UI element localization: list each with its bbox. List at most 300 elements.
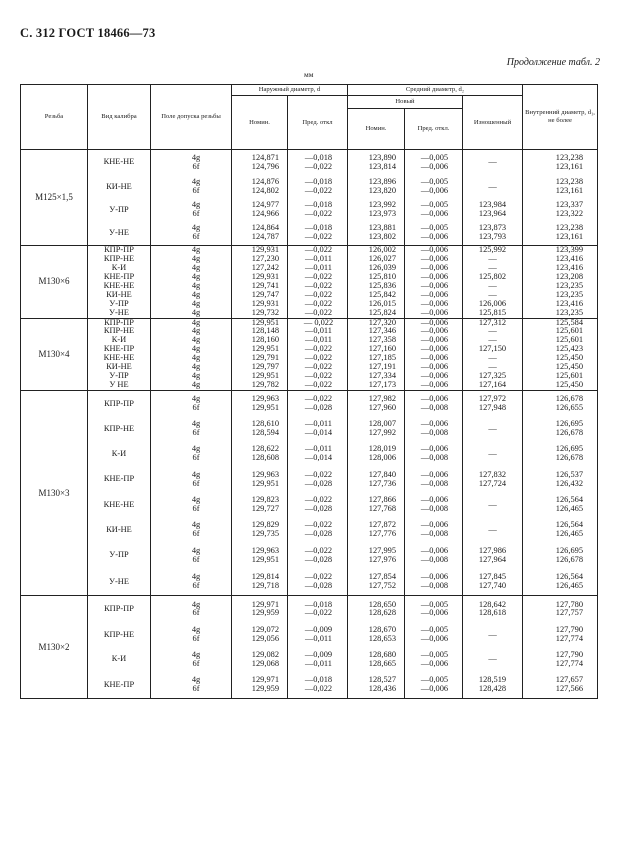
outer-nominal-cell xyxy=(232,417,288,442)
outer-nominal-value: 124,787 xyxy=(251,232,279,242)
gauge-type-label: КНЕ-ПР xyxy=(103,344,135,354)
mean-deviation-value: —0,006 xyxy=(420,298,449,308)
outer-nominal-cell xyxy=(232,569,288,596)
outer-deviation-cell xyxy=(288,442,348,467)
outer-deviation-value: —0,014 xyxy=(304,453,333,463)
worn-mean-value: 123,964 xyxy=(478,209,507,218)
gauge-dimensions-table xyxy=(20,84,598,699)
gauge-type-cell xyxy=(88,150,151,176)
inner-diameter-value: 125,450 xyxy=(555,380,584,390)
tolerance-field-cell xyxy=(151,543,232,569)
tolerance-field-value: 6f xyxy=(192,683,200,693)
tolerance-field-value: 4g xyxy=(191,317,201,327)
worn-mean-value: 127,948 xyxy=(478,402,507,412)
outer-nominal-cell xyxy=(232,672,288,699)
mean-nominal-value: 123,820 xyxy=(368,186,396,195)
mean-deviation-value: —0,006 xyxy=(420,658,449,668)
inner-diameter-cell xyxy=(523,569,598,596)
mean-deviation-value: —0,006 xyxy=(420,683,449,693)
table-row xyxy=(21,623,598,648)
tolerance-field-cell xyxy=(151,493,232,518)
worn-mean-value: 127,724 xyxy=(478,478,507,488)
table-row xyxy=(21,417,598,442)
outer-nominal-value: 127,230 xyxy=(251,253,279,263)
col-gauge-header: Вид калибра xyxy=(88,85,151,150)
outer-nominal-value: 129,963 xyxy=(251,545,279,555)
inner-diameter-value: 126,678 xyxy=(555,453,584,463)
gauge-type-label: У НЕ xyxy=(109,380,129,390)
mean-nominal-value: 123,896 xyxy=(368,177,396,187)
col-mean-nominal-header: Номин. xyxy=(348,109,405,150)
inner-diameter-value: 123,208 xyxy=(555,271,584,281)
col-outer-diameter-header: Наружный диаметр, d xyxy=(232,85,348,96)
thread-group xyxy=(21,318,598,391)
worn-mean-cell xyxy=(463,150,523,176)
worn-mean-value: 127,325 xyxy=(478,371,507,381)
worn-mean-value: 127,972 xyxy=(478,394,507,404)
inner-diameter-value: 126,678 xyxy=(555,394,584,404)
outer-nominal-cell xyxy=(232,518,288,543)
tolerance-field-value: 6f xyxy=(192,402,200,412)
worn-mean-value: 128,428 xyxy=(478,683,507,693)
inner-diameter-cell xyxy=(523,199,598,222)
inner-diameter-value: 125,450 xyxy=(555,353,584,363)
gauge-type-cell xyxy=(88,222,151,246)
tolerance-field-value: 4g xyxy=(191,307,201,317)
mean-nominal-cell xyxy=(348,309,405,318)
tolerance-field-value: 6f xyxy=(192,529,200,539)
mean-deviation-value: —0,008 xyxy=(420,504,449,514)
worn-mean-value: — xyxy=(488,448,497,458)
thread-group xyxy=(21,246,598,319)
mean-nominal-value: 128,007 xyxy=(368,419,396,429)
mean-deviation-value: —0,008 xyxy=(420,529,449,539)
col-tolerance-header: Поле допуска резьбы xyxy=(151,85,232,150)
mean-deviation-cell xyxy=(405,569,463,596)
tolerance-field-value: 4g xyxy=(191,469,201,479)
outer-nominal-value: 129,963 xyxy=(251,394,279,404)
mean-deviation-value: —0,008 xyxy=(420,402,449,412)
mean-nominal-value: 127,334 xyxy=(368,371,396,381)
mean-nominal-cell xyxy=(348,417,405,442)
mean-deviation-value: —0,005 xyxy=(420,599,449,609)
outer-nominal-value: 129,823 xyxy=(251,495,279,505)
worn-mean-value: — xyxy=(488,499,497,509)
tolerance-field-cell xyxy=(151,336,232,345)
mean-nominal-value: 127,358 xyxy=(368,335,396,345)
mean-nominal-value: 127,173 xyxy=(368,380,396,390)
mean-nominal-value: 125,824 xyxy=(368,307,396,317)
outer-nominal-value: 129,931 xyxy=(251,298,279,308)
tolerance-field-cell xyxy=(151,345,232,354)
mean-nominal-value: 125,842 xyxy=(368,289,396,299)
inner-diameter-cell xyxy=(523,623,598,648)
mean-deviation-value: —0,006 xyxy=(420,326,449,336)
worn-mean-value: 123,873 xyxy=(478,223,507,233)
inner-diameter-cell xyxy=(523,543,598,569)
outer-nominal-value: 129,951 xyxy=(251,554,279,564)
mean-nominal-value: 128,006 xyxy=(368,453,396,463)
inner-diameter-value: 123,161 xyxy=(555,186,584,195)
mean-nominal-value: 128,680 xyxy=(368,649,396,659)
tolerance-field-value: 4g xyxy=(191,223,201,233)
gauge-type-label: К-И xyxy=(111,654,127,664)
mean-deviation-value: —0,006 xyxy=(420,495,449,505)
inner-diameter-value: 125,601 xyxy=(555,335,584,345)
outer-deviation-value: —0,028 xyxy=(304,478,333,488)
worn-mean-value: — xyxy=(488,289,497,299)
mean-nominal-cell xyxy=(348,222,405,246)
outer-deviation-value: —0,022 xyxy=(304,608,333,618)
outer-nominal-value: 124,871 xyxy=(251,152,279,162)
inner-diameter-value: 123,337 xyxy=(555,200,584,210)
inner-diameter-value: 126,537 xyxy=(555,469,584,479)
mean-deviation-value: —0,006 xyxy=(420,245,449,254)
outer-nominal-value: 124,864 xyxy=(251,223,279,233)
page-header-title: С. 312 ГОСТ 18466—73 xyxy=(20,26,156,40)
inner-diameter-cell xyxy=(523,309,598,318)
outer-nominal-value: 129,931 xyxy=(251,245,279,254)
tolerance-field-value: 4g xyxy=(191,362,201,372)
worn-mean-cell xyxy=(463,199,523,222)
tolerance-field-value: 4g xyxy=(191,262,201,272)
thread-designation: M130×3 xyxy=(21,391,88,596)
table-row xyxy=(21,596,598,623)
mean-deviation-cell xyxy=(405,442,463,467)
mean-deviation-value: —0,006 xyxy=(420,209,449,218)
worn-mean-value: 127,845 xyxy=(478,572,507,582)
outer-nominal-value: 129,735 xyxy=(251,529,279,539)
mean-deviation-cell xyxy=(405,391,463,417)
inner-diameter-value: 125,584 xyxy=(555,317,584,327)
col-mean-deviation-header: Пред. откл. xyxy=(405,109,463,150)
inner-diameter-value: 126,465 xyxy=(555,504,584,514)
mean-deviation-value: —0,006 xyxy=(420,253,449,263)
tolerance-field-value: 4g xyxy=(191,271,201,281)
tolerance-field-value: 4g xyxy=(191,289,201,299)
tolerance-field-value: 4g xyxy=(191,200,201,210)
tolerance-field-value: 6f xyxy=(192,186,200,195)
mean-deviation-value: —0,005 xyxy=(420,152,449,162)
inner-diameter-value: 126,465 xyxy=(555,580,584,590)
inner-diameter-value: 126,695 xyxy=(555,419,584,429)
worn-mean-value: — xyxy=(488,423,497,433)
outer-nominal-value: 129,718 xyxy=(251,580,279,590)
outer-deviation-value: — 0,022 xyxy=(303,317,334,327)
thread-designation: M130×6 xyxy=(21,246,88,319)
gauge-type-cell xyxy=(88,623,151,648)
table-row xyxy=(21,442,598,467)
mean-nominal-value: 123,992 xyxy=(368,200,396,210)
mean-nominal-value: 123,814 xyxy=(368,161,396,171)
worn-mean-value: 127,740 xyxy=(478,580,507,590)
outer-deviation-value: —0,028 xyxy=(304,402,333,412)
inner-diameter-cell xyxy=(523,381,598,390)
mean-deviation-value: —0,005 xyxy=(420,625,449,635)
gauge-type-label: КПР-ПР xyxy=(104,398,134,408)
outer-deviation-value: —0,022 xyxy=(304,232,333,242)
gauge-type-label: У-ПР xyxy=(109,298,129,308)
mean-deviation-value: —0,006 xyxy=(420,353,449,363)
thread-designation: M125×1,5 xyxy=(21,150,88,246)
tolerance-field-value: 4g xyxy=(191,353,201,363)
gauge-type-label: КИ-НЕ xyxy=(106,181,132,191)
inner-diameter-value: 123,235 xyxy=(555,280,584,290)
inner-diameter-value: 126,678 xyxy=(555,428,584,438)
worn-mean-value: 125,815 xyxy=(478,307,507,317)
tolerance-field-cell xyxy=(151,309,232,318)
mean-nominal-value: 123,881 xyxy=(368,223,396,233)
outer-deviation-value: —0,022 xyxy=(304,683,333,693)
outer-nominal-value: 129,791 xyxy=(251,353,279,363)
worn-mean-value: — xyxy=(488,253,497,263)
mean-nominal-value: 128,527 xyxy=(368,675,396,685)
inner-diameter-value: 127,790 xyxy=(555,625,584,635)
outer-deviation-value: —0,028 xyxy=(304,554,333,564)
tolerance-field-cell xyxy=(151,672,232,699)
tolerance-field-value: 4g xyxy=(191,520,201,530)
mean-nominal-value: 127,872 xyxy=(368,520,396,530)
worn-mean-value: — xyxy=(488,326,497,336)
gauge-type-label: У-НЕ xyxy=(109,307,129,317)
outer-nominal-cell xyxy=(232,442,288,467)
table-row xyxy=(21,569,598,596)
gauge-type-label: КИ-НЕ xyxy=(106,362,132,372)
unit-label: мм xyxy=(304,70,314,79)
worn-mean-cell xyxy=(463,222,523,246)
outer-nominal-value: 129,951 xyxy=(251,478,279,488)
mean-nominal-value: 127,776 xyxy=(368,529,396,539)
inner-diameter-value: 123,322 xyxy=(555,209,584,218)
mean-nominal-value: 128,019 xyxy=(368,444,396,454)
outer-deviation-value: —0,022 xyxy=(304,371,333,381)
tolerance-field-value: 6f xyxy=(192,209,200,218)
worn-mean-value: — xyxy=(488,181,497,191)
mean-deviation-value: —0,006 xyxy=(420,344,449,354)
mean-nominal-value: 125,836 xyxy=(368,280,396,290)
gauge-type-label: КНЕ-ПР xyxy=(103,679,135,689)
outer-deviation-value: —0,022 xyxy=(304,380,333,390)
outer-deviation-cell xyxy=(288,417,348,442)
inner-diameter-cell xyxy=(523,176,598,199)
tolerance-field-cell xyxy=(151,391,232,417)
gauge-type-label: КНЕ-НЕ xyxy=(103,353,135,363)
outer-deviation-value: —0,018 xyxy=(304,223,333,233)
tolerance-field-value: 4g xyxy=(191,419,201,429)
mean-nominal-value: 127,866 xyxy=(368,495,396,505)
outer-nominal-value: 129,959 xyxy=(251,683,279,693)
worn-mean-value: — xyxy=(488,362,497,372)
outer-deviation-cell xyxy=(288,222,348,246)
outer-nominal-cell xyxy=(232,467,288,493)
mean-nominal-cell xyxy=(348,176,405,199)
outer-nominal-cell xyxy=(232,391,288,417)
outer-nominal-value: 124,802 xyxy=(251,186,279,195)
outer-deviation-value: —0,018 xyxy=(304,177,333,187)
tolerance-field-cell xyxy=(151,222,232,246)
outer-nominal-value: 124,876 xyxy=(251,177,279,187)
outer-deviation-value: —0,022 xyxy=(304,362,333,372)
mean-deviation-value: —0,005 xyxy=(420,177,449,187)
inner-diameter-value: 126,695 xyxy=(555,545,584,555)
tolerance-field-value: 6f xyxy=(192,478,200,488)
gauge-type-cell xyxy=(88,391,151,417)
outer-nominal-value: 129,747 xyxy=(251,289,279,299)
mean-deviation-value: —0,006 xyxy=(420,608,449,618)
mean-deviation-value: —0,006 xyxy=(420,545,449,555)
outer-deviation-cell xyxy=(288,176,348,199)
tolerance-field-value: 4g xyxy=(191,572,201,582)
gauge-type-label: У-НЕ xyxy=(109,576,129,586)
mean-nominal-value: 128,436 xyxy=(368,683,396,693)
table-row xyxy=(21,648,598,672)
worn-mean-value: 125,802 xyxy=(478,271,507,281)
gauge-type-cell xyxy=(88,417,151,442)
tolerance-field-cell xyxy=(151,648,232,672)
outer-deviation-cell xyxy=(288,623,348,648)
outer-deviation-cell xyxy=(288,596,348,623)
col-outer-nominal-header: Номин. xyxy=(232,96,288,150)
tolerance-field-cell xyxy=(151,264,232,273)
worn-mean-cell xyxy=(463,381,523,390)
outer-deviation-cell xyxy=(288,467,348,493)
tolerance-field-value: 6f xyxy=(192,161,200,171)
table-row xyxy=(21,518,598,543)
gauge-type-cell xyxy=(88,176,151,199)
inner-diameter-value: 123,235 xyxy=(555,289,584,299)
tolerance-field-value: 4g xyxy=(191,444,201,454)
mean-nominal-value: 123,802 xyxy=(368,232,396,242)
inner-diameter-value: 123,238 xyxy=(555,223,584,233)
worn-mean-cell xyxy=(463,648,523,672)
gauge-type-label: КПР-ПР xyxy=(104,604,134,614)
mean-nominal-cell xyxy=(348,569,405,596)
outer-deviation-cell xyxy=(288,150,348,176)
mean-deviation-value: —0,008 xyxy=(420,453,449,463)
outer-nominal-value: 128,160 xyxy=(251,335,279,345)
gauge-type-cell xyxy=(88,569,151,596)
tolerance-field-value: 6f xyxy=(192,554,200,564)
mean-deviation-cell xyxy=(405,309,463,318)
inner-diameter-value: 123,416 xyxy=(555,298,584,308)
outer-deviation-cell xyxy=(288,309,348,318)
outer-nominal-value: 129,959 xyxy=(251,608,279,618)
worn-mean-value: — xyxy=(488,280,497,290)
mean-deviation-value: —0,008 xyxy=(420,478,449,488)
outer-deviation-value: —0,022 xyxy=(304,186,333,195)
mean-nominal-cell xyxy=(348,467,405,493)
outer-deviation-value: —0,022 xyxy=(304,271,333,281)
inner-diameter-value: 126,564 xyxy=(555,495,584,505)
outer-nominal-value: 124,977 xyxy=(251,200,279,210)
mean-deviation-cell xyxy=(405,623,463,648)
outer-nominal-value: 129,951 xyxy=(251,344,279,354)
outer-nominal-value: 129,782 xyxy=(251,380,279,390)
worn-mean-value: 125,992 xyxy=(478,245,507,254)
outer-nominal-cell xyxy=(232,309,288,318)
tolerance-field-value: 6f xyxy=(192,634,200,644)
tolerance-field-value: 4g xyxy=(191,245,201,254)
worn-mean-value: 127,964 xyxy=(478,554,507,564)
mean-nominal-value: 123,973 xyxy=(368,209,396,218)
tolerance-field-cell xyxy=(151,442,232,467)
mean-deviation-value: —0,006 xyxy=(420,469,449,479)
worn-mean-value: — xyxy=(488,524,497,534)
mean-deviation-value: —0,006 xyxy=(420,232,449,242)
mean-deviation-value: —0,006 xyxy=(420,271,449,281)
outer-deviation-value: —0,022 xyxy=(304,545,333,555)
table-row xyxy=(21,543,598,569)
mean-nominal-cell xyxy=(348,648,405,672)
outer-nominal-value: 129,814 xyxy=(251,572,279,582)
outer-deviation-value: —0,011 xyxy=(305,634,332,644)
inner-diameter-value: 127,657 xyxy=(555,675,584,685)
mean-deviation-cell xyxy=(405,222,463,246)
table-row xyxy=(21,199,598,222)
outer-nominal-cell xyxy=(232,222,288,246)
outer-nominal-cell xyxy=(232,596,288,623)
worn-mean-cell xyxy=(463,442,523,467)
gauge-type-cell xyxy=(88,672,151,699)
mean-deviation-value: —0,006 xyxy=(420,380,449,390)
tolerance-field-value: 6f xyxy=(192,428,200,438)
gauge-type-label: КНЕ-ПР xyxy=(103,474,135,484)
outer-nominal-value: 127,242 xyxy=(251,262,279,272)
mean-deviation-value: —0,006 xyxy=(420,335,449,345)
outer-deviation-value: —0,022 xyxy=(304,307,333,317)
gauge-type-label: КНЕ-ПР xyxy=(103,271,135,281)
inner-diameter-value: 125,601 xyxy=(555,326,584,336)
mean-deviation-value: —0,006 xyxy=(420,317,449,327)
outer-deviation-value: —0,022 xyxy=(304,520,333,530)
inner-diameter-value: 126,678 xyxy=(555,554,584,564)
mean-deviation-value: —0,006 xyxy=(420,362,449,372)
table-row xyxy=(21,176,598,199)
gauge-type-cell xyxy=(88,648,151,672)
outer-deviation-value: —0,022 xyxy=(304,289,333,299)
inner-diameter-cell xyxy=(523,493,598,518)
worn-mean-cell xyxy=(463,569,523,596)
gauge-type-label: КПР-ПР xyxy=(104,245,134,254)
mean-nominal-value: 127,960 xyxy=(368,402,396,412)
thread-designation: M130×2 xyxy=(21,596,88,699)
mean-nominal-value: 127,346 xyxy=(368,326,396,336)
tolerance-field-value: 4g xyxy=(191,545,201,555)
outer-deviation-value: —0,009 xyxy=(304,625,333,635)
worn-mean-value: — xyxy=(488,629,497,639)
mean-deviation-value: —0,005 xyxy=(420,200,449,210)
gauge-type-label: КПР-НЕ xyxy=(103,326,135,336)
inner-diameter-value: 127,790 xyxy=(555,649,584,659)
outer-nominal-value: 124,796 xyxy=(251,161,279,171)
outer-nominal-value: 129,727 xyxy=(251,504,279,514)
tolerance-field-cell xyxy=(151,381,232,390)
worn-mean-cell xyxy=(463,543,523,569)
mean-deviation-cell xyxy=(405,518,463,543)
tolerance-field-value: 6f xyxy=(192,232,200,242)
outer-nominal-value: 129,971 xyxy=(251,599,279,609)
table-row xyxy=(21,222,598,246)
mean-deviation-value: —0,008 xyxy=(420,554,449,564)
tolerance-field-cell xyxy=(151,255,232,264)
mean-deviation-cell xyxy=(405,150,463,176)
outer-nominal-value: 129,829 xyxy=(251,520,279,530)
outer-nominal-value: 129,797 xyxy=(251,362,279,372)
worn-mean-value: — xyxy=(488,353,497,363)
mean-nominal-cell xyxy=(348,672,405,699)
mean-nominal-cell xyxy=(348,442,405,467)
outer-nominal-cell xyxy=(232,150,288,176)
